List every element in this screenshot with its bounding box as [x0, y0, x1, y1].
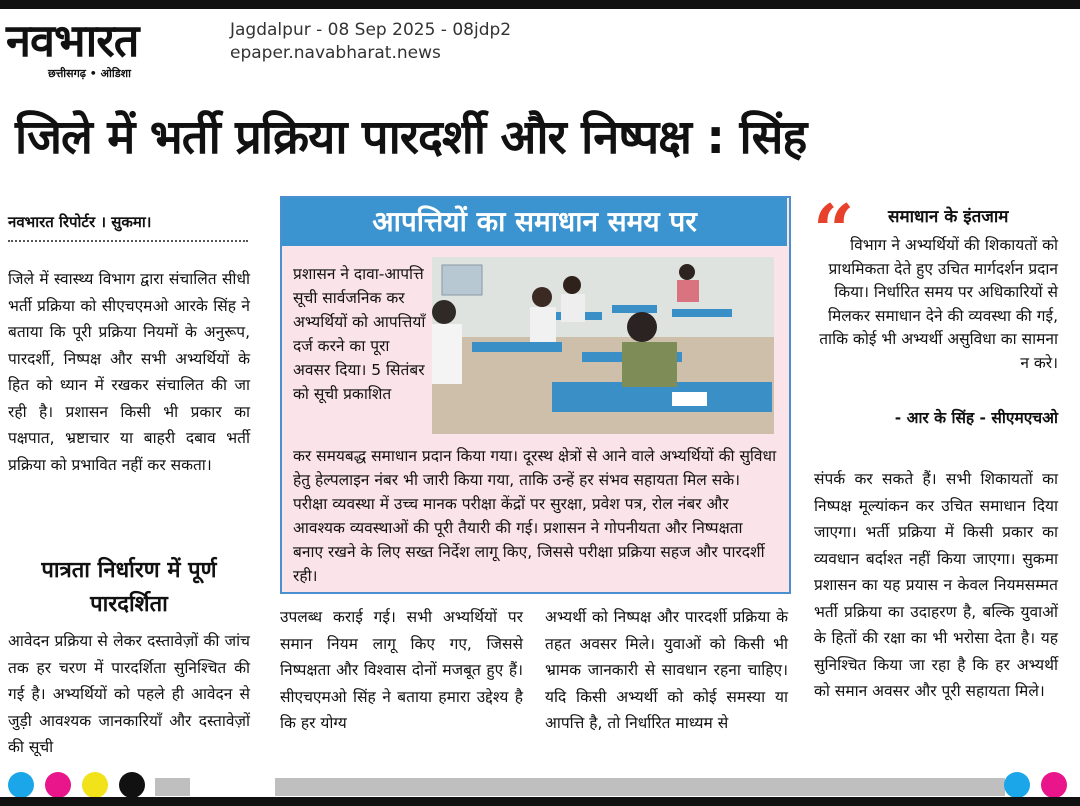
print-bar — [275, 778, 1005, 796]
quote-mark-icon: “ — [813, 188, 855, 273]
epaper-url[interactable]: epaper.navabharat.news — [230, 43, 441, 63]
cyan-registration-dot — [1004, 772, 1030, 798]
magenta-registration-dot — [45, 772, 71, 798]
bottom-border — [0, 797, 1080, 806]
quote-signature: - आर के सिंह - सीएमएचओ — [894, 409, 1058, 427]
exam-hall-photo — [432, 257, 774, 434]
subheading: पात्रता निर्धारण में पूर्ण पारदर्शिता — [41, 558, 217, 617]
magenta-registration-dot — [1041, 772, 1067, 798]
black-registration-dot — [119, 772, 145, 798]
column1-paragraph2: आवेदन प्रक्रिया से लेकर दस्तावेज़ों की जांच तक हर चरण में पारदर्शिता सुनिश्चित की गई है। अभ्यर्थियों को पहले ही आवेदन से जुड़ी आवश्यक जानकारियाँ और दस्तावेज़ों की सूची — [8, 632, 250, 756]
column3: अभ्यर्थी को निष्पक्ष और पारदर्शी प्रक्रिया के तहत अवसर मिले। युवाओं को किसी भी भ्रामक जानकारी से सावधान रहना चाहिए। यदि किसी अभ्यर्थी को कोई समस्या या आपत्ति है, तो निर्धारित माध्यम से — [545, 608, 788, 732]
byline: नवभारत रिपोर्टर । सुकमा। — [8, 213, 152, 231]
quote-title: समाधान के इंतजाम — [888, 207, 1009, 227]
column4: संपर्क कर सकते हैं। सभी शिकायतों का निष्पक्ष मूल्यांकन कर उचित समाधान दिया जाएगा। भर्ती प्रक्रिया में किसी प्रकार का व्यवधान बर्दाश्त नहीं किया जाएगा। सुकमा प्रशासन का यह प्रयास न केवल नियमसम्मत भर्ती प्रक्रिया का उदाहरण है, बल्कि युवाओं के हितों की रक्षा का भी भरोसा देता है। यह सुनिश्चित किया जा रहा है कि हर अभ्यर्थी को समान अवसर और पूरी सहायता मिले। — [814, 470, 1058, 700]
print-bar — [155, 778, 190, 796]
headline: जिले में भर्ती प्रक्रिया पारदर्शी और निष्पक्ष : सिंह — [15, 110, 807, 165]
yellow-registration-dot — [82, 772, 108, 798]
column1-paragraph1: जिले में स्वास्थ्य विभाग द्वारा संचालित सीधी भर्ती प्रक्रिया को सीएचएमओ आरके सिंह ने बताया कि पूरी प्रक्रिया नियमों के अनुरूप, पारदर्शी, निष्पक्ष और सभी अभ्यर्थियों के हित को ध्यान में रखकर संचालित की जा रही है। प्रशासन किसी भी प्रकार का पक्षपात, भ्रष्टाचार या बाहरी दबाव भर्ती प्रक्रिया को प्रभावित नहीं कर सकता। — [8, 270, 250, 474]
edition-label: छत्तीसगढ़ • ओडिशा — [48, 67, 131, 80]
column2: उपलब्ध कराई गई। सभी अभ्यर्थियों पर समान नियम लागू किए गए, जिससे निष्पक्षता और विश्वास दोनों मजबूत हुए हैं। सीएचएमओ सिंह ने बताया हमारा उद्देश्य है कि हर योग्य — [280, 608, 523, 732]
quote-text: विभाग ने अभ्यर्थियों की शिकायतों को प्राथमिकता देते हुए उचित मार्गदर्शन प्रदान किया। निर्धारित समय पर अधिकारियों से मिलकर समाधान देने की व्यवस्था की गई, ताकि कोई भी अभ्यर्थी असुविधा का सामना न करे। — [819, 236, 1058, 372]
byline-divider — [8, 240, 248, 242]
top-border — [0, 0, 1080, 9]
edition-date: Jagdalpur - 08 Sep 2025 - 08jdp2 — [230, 20, 512, 40]
cyan-registration-dot — [8, 772, 34, 798]
highlight-box-intro: प्रशासन ने दावा-आपत्ति सूची सार्वजनिक कर अभ्यर्थियों को आपत्तियाँ दर्ज करने का पूरा अवसर दिया। 5 सितंबर को सूची प्रकाशित — [293, 265, 426, 403]
newspaper-logo: नवभारत — [6, 14, 139, 67]
highlight-box-heading: आपत्तियों का समाधान समय पर — [282, 198, 787, 246]
highlight-box-body: कर समयबद्ध समाधान प्रदान किया गया। दूरस्थ क्षेत्रों से आने वाले अभ्यर्थियों की सुविधा हेतु हेल्पलाइन नंबर भी जारी किया गया, ताकि उन्हें हर संभव सहायता मिल सके। परीक्षा व्यवस्था में उच्च मानक परीक्षा केंद्रों पर सुरक्षा, प्रवेश पत्र, रोल नंबर और आवश्यक व्यवस्थाओं की पूरी तैयारी की गई। प्रशासन ने गोपनीयता और निष्पक्षता बनाए रखने के लिए सख्त निर्देश लागू किए, जिससे परीक्षा प्रक्रिया सहज और पारदर्शी रही। — [293, 447, 777, 585]
